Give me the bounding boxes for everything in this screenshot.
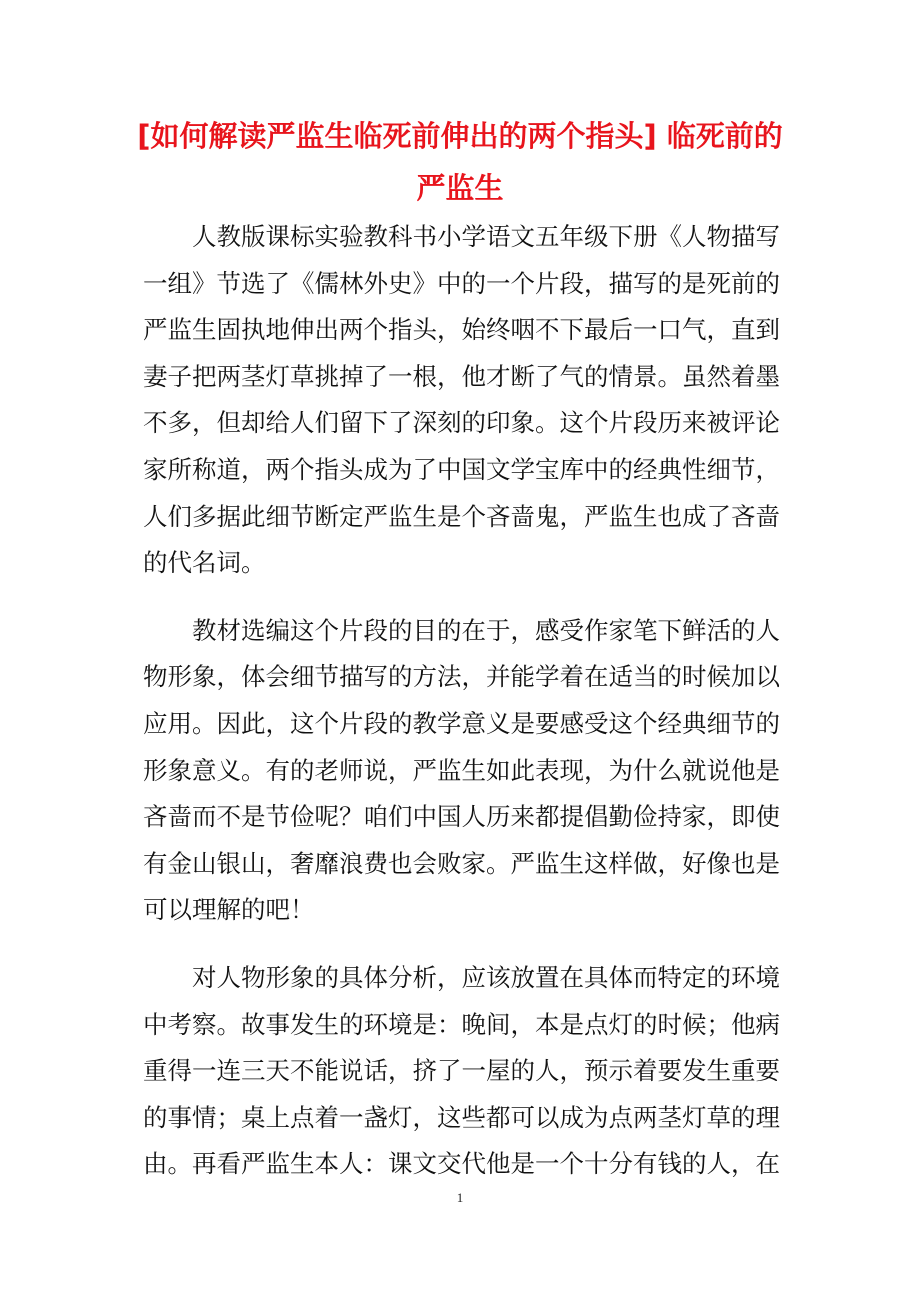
paragraph-1: 人教版课标实验教科书小学语文五年级下册《人物描写一组》节选了《儒林外史》中的一个片段，描写的是死前的严监生固执地伸出两个指头，始终咽不下最后一口气，直到妻子把两茎灯草挑掉了一根，他才断了气的情景。虽然着墨不多，但却给人们留下了深刻的印象。这个片段历来被评论家所称道，两个指头成为了中国文学宝库中的经典性细节，人们多据此细节断定严监生是个吝啬鬼，严监生也成了吝啬的代名词。	[143, 222, 780, 578]
document-title: [如何解读严监生临死前伸出的两个指头] 临死前的严监生	[137, 119, 783, 205]
page-number: 1	[456, 1190, 464, 1205]
paragraph-3: 对人物形象的具体分析，应该放置在具体而特定的环境中考察。故事发生的环境是：晚间，本是点灯的时候；他病重得一连三天不能说话，挤了一屋的人，预示着要发生重要的事情；桌上点着一盏灯，这些都可以成为点两茎灯草的理由。再看严监生本人：课文交代他是一个十分有钱的人，在	[143, 962, 780, 1179]
paragraph-2: 教材选编这个片段的目的在于，感受作家笔下鲜活的人物形象，体会细节描写的方法，并能学着在适当的时候加以应用。因此，这个片段的教学意义是要感受这个经典细节的形象意义。有的老师说，严监生如此表现，为什么就说他是吝啬而不是节俭呢？咱们中国人历来都提倡勤俭持家，即使有金山银山，奢靡浪费也会败家。严监生这样做，好像也是可以理解的吧！	[143, 615, 780, 925]
document-body	[143, 214, 780, 1209]
